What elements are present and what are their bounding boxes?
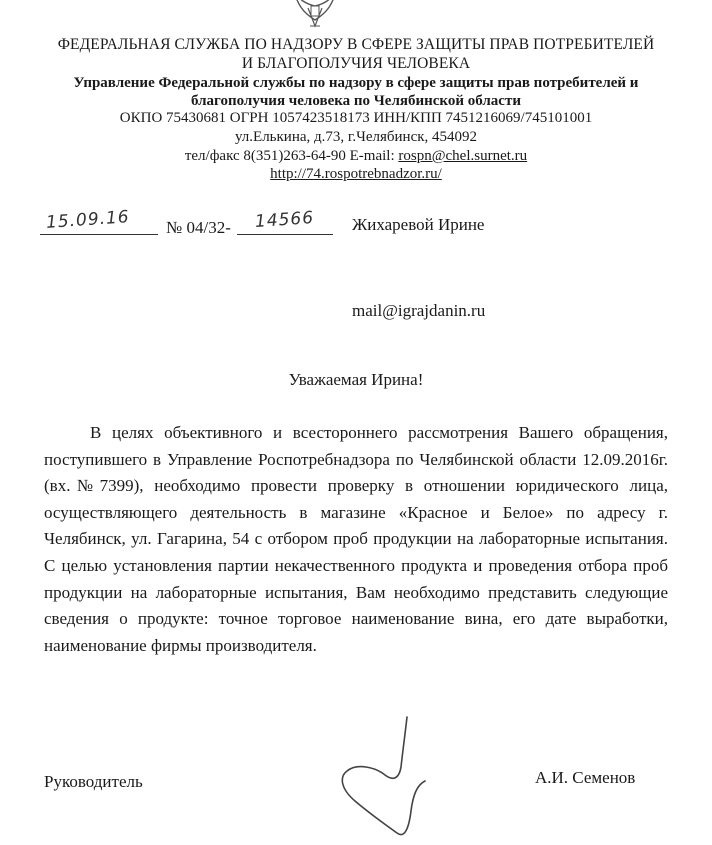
date-underline	[40, 234, 158, 235]
salutation: Уважаемая Ирина!	[288, 370, 424, 389]
postal-address: ул.Елькина, д.73, г.Челябинск, 454092	[234, 129, 478, 145]
coat-of-arms-emblem	[288, 0, 342, 34]
email-link[interactable]: rospn@chel.surnet.ru	[398, 148, 528, 164]
website-link[interactable]: http://74.rospotrebnadzor.ru/	[270, 166, 442, 182]
number-underline	[237, 234, 333, 235]
date-field	[40, 207, 158, 236]
website-line	[0, 166, 712, 183]
recipient-name: Жихаревой Ирине	[352, 215, 485, 234]
department-line2: благополучия человека по Челябинской области	[191, 93, 521, 109]
handwritten-number: 14566	[254, 207, 315, 233]
signer-name: А.И. Семенов	[535, 768, 636, 787]
handwritten-date: 15.09.16	[45, 207, 131, 233]
registration-codes: ОКПО 75430681 ОГРН 1057423518173 ИНН/КПП 7451216069/745101001	[119, 110, 593, 126]
reference-number-prefix: № 04/32-	[166, 218, 231, 237]
agency-title-line1: ФЕДЕРАЛЬНАЯ СЛУЖБА ПО НАДЗОРУ В СФЕРЕ ЗАЩИТЫ ПРАВ ПОТРЕБИТЕЛЕЙ	[57, 36, 655, 53]
agency-title-line2: И БЛАГОПОЛУЧИЯ ЧЕЛОВЕКА	[241, 55, 471, 72]
phone-text: тел/факс 8(351)263-64-90 E-mail:	[184, 148, 399, 164]
recipient-email: mail@igrajdanin.ru	[352, 301, 486, 320]
contact-line	[0, 148, 712, 165]
reference-number-field	[237, 207, 333, 236]
signer-position: Руководитель	[44, 772, 143, 791]
department-line1: Управление Федеральной службы по надзору в сфере защиты прав потребителей и	[73, 75, 639, 91]
letter-body: В целях объективного и всестороннего рассмотрения Вашего обращения, поступившего в Управление Роспотребнадзора по Челябинской области 12.09.2016г. (вх.№7399), необходимо провести проверку в отношении юридического лица, осуществляющего деятельность в магазине «Красное и Белое» по адресу г. Челябинск, ул. Гагарина, 54 с отбором проб продукции на лабораторные испытания. С целью установления партии некачественного продукта и проведения отбора проб продукции на лабораторные испытания, Вам необходимо представить следующие сведения о продукте: точное торговое наименование вина, его дате выработки, наименование фирмы производителя.	[44, 423, 668, 655]
redacted-area	[342, 252, 592, 286]
handwritten-signature	[335, 715, 450, 845]
